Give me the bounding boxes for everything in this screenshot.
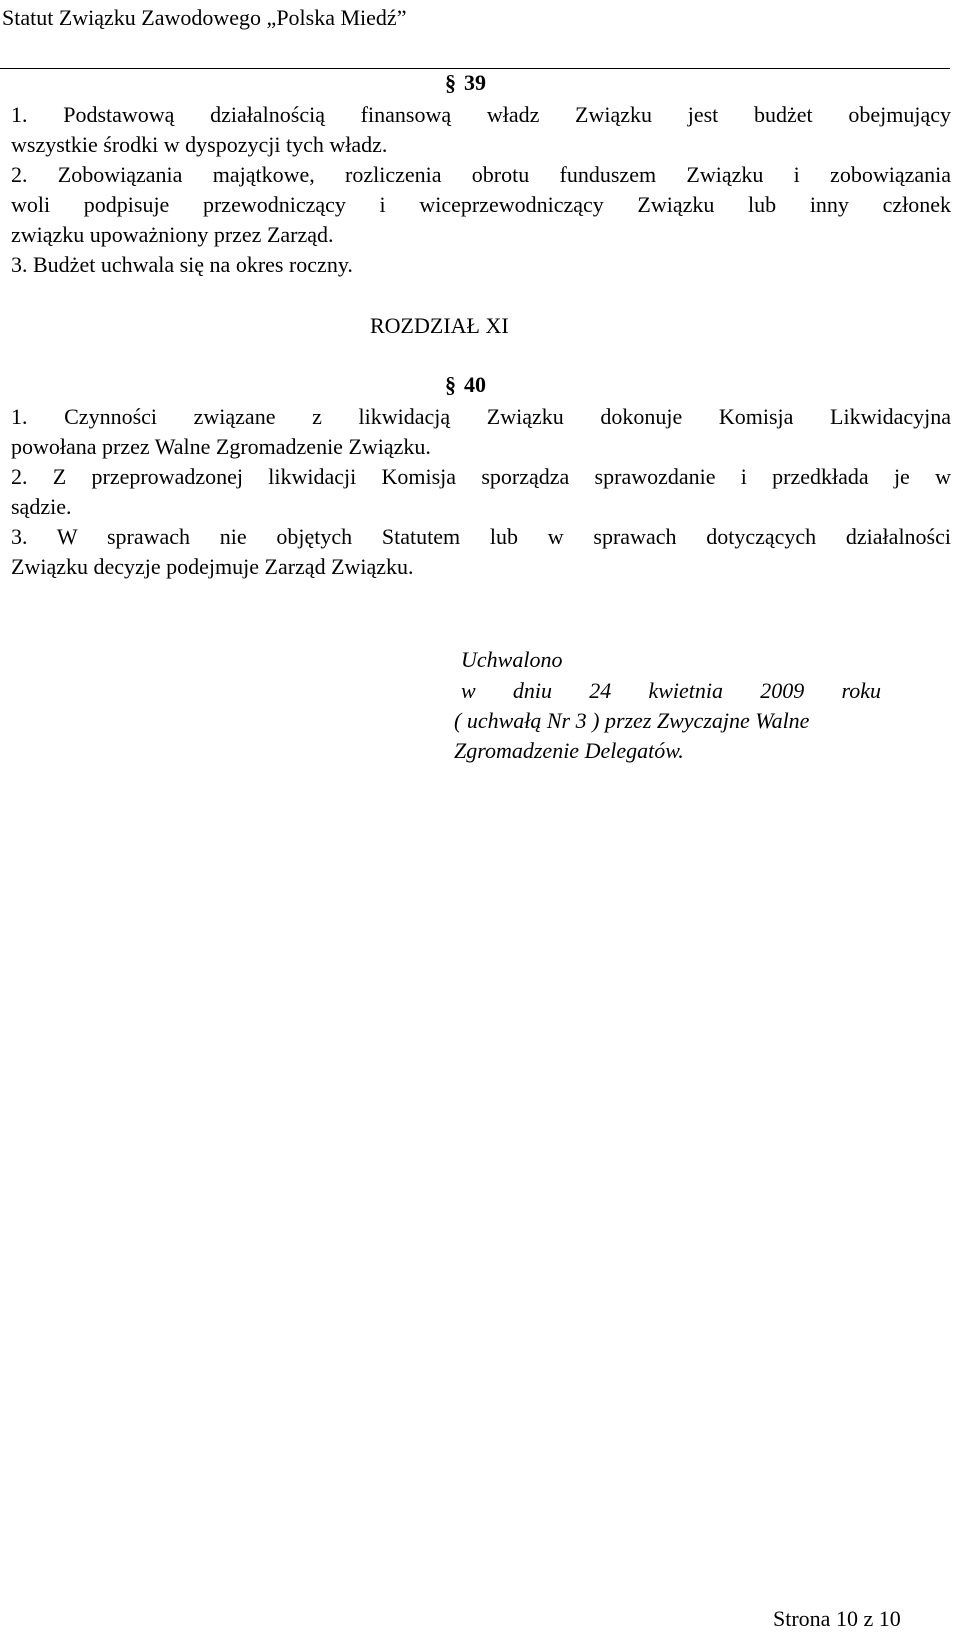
section-number: 40	[464, 372, 486, 397]
paragraph-line: powołana przez Walne Zgromadzenie Związku.	[11, 434, 431, 459]
section-symbol-icon: §	[445, 372, 456, 397]
paragraph-line: 3. Budżet uchwala się na okres roczny.	[11, 252, 353, 277]
paragraph-line: związku upoważniony przez Zarząd.	[11, 222, 334, 247]
page-number: Strona 10 z 10	[773, 1606, 901, 1631]
section-symbol-icon: §	[445, 70, 456, 95]
adoption-line: ( uchwałą Nr 3 ) przez Zwyczajne Walne	[454, 708, 810, 733]
paragraph-line: 1. Podstawową działalnością finansową władz Związku jest budżet obejmujący	[11, 102, 951, 127]
paragraph-line: sądzie.	[11, 494, 72, 519]
paragraph-line: Związku decyzje podejmuje Zarząd Związku.	[11, 554, 414, 579]
header-divider	[0, 68, 950, 69]
adoption-line: Zgromadzenie Delegatów.	[454, 738, 684, 763]
adoption-line: w dniu 24 kwietnia 2009 roku	[461, 678, 881, 703]
paragraph-line: 3. W sprawach nie objętych Statutem lub w sprawach dotyczących działalności	[11, 524, 951, 549]
paragraph-line: wszystkie środki w dyspozycji tych władz.	[11, 132, 388, 157]
section-heading-39	[445, 70, 486, 96]
paragraph-line: 1. Czynności związane z likwidacją Związku dokonuje Komisja Likwidacyjna	[11, 404, 951, 429]
section-number: 39	[464, 70, 486, 95]
paragraph-line: 2. Zobowiązania majątkowe, rozliczenia obrotu funduszem Związku i zobowiązania	[11, 162, 951, 187]
adoption-line: Uchwalono	[461, 647, 563, 672]
paragraph-line: woli podpisuje przewodniczący i wiceprzewodniczący Związku lub inny członek	[11, 192, 951, 217]
section-heading-40	[445, 372, 486, 398]
paragraph-line: 2. Z przeprowadzonej likwidacji Komisja sporządza sprawozdanie i przedkłada je w	[11, 464, 951, 489]
document-title: Statut Związku Zawodowego „Polska Miedź”	[2, 5, 407, 30]
chapter-heading: ROZDZIAŁ XI	[370, 313, 509, 338]
